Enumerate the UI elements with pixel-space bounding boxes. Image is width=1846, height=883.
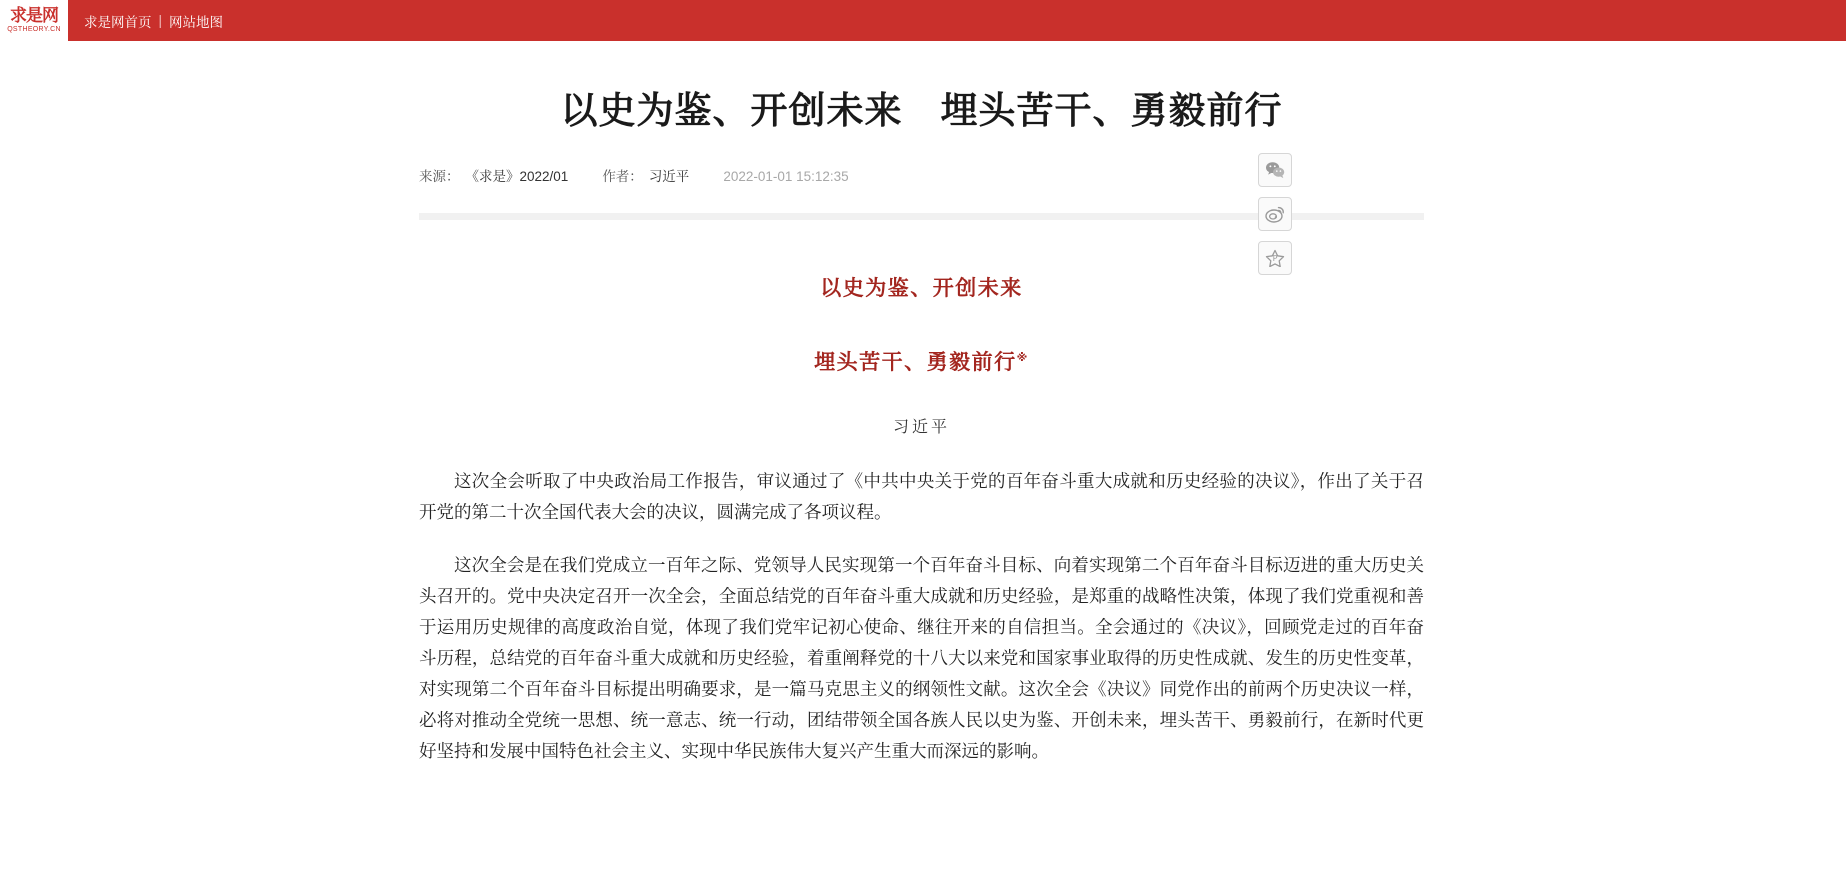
- logo-text-cn: 求是网: [10, 6, 58, 25]
- author-label: 作者：: [602, 169, 643, 184]
- top-navigation: [84, 11, 223, 31]
- page-title: 以史为鉴、开创未来 埋头苦干、勇毅前行: [560, 89, 1283, 132]
- article-subtitle-line-2: [419, 346, 1424, 376]
- page-body: [0, 41, 1846, 883]
- article-byline: 习近平: [892, 417, 950, 436]
- site-header: [0, 0, 1846, 41]
- share-toolbar: [1258, 153, 1292, 275]
- article-subtitle-line-1: 以史为鉴、开创未来: [820, 277, 1023, 300]
- author-value: 习近平: [648, 169, 690, 184]
- share-qzone-button[interactable]: [1258, 241, 1292, 275]
- article-subtitle-line-2-text: 埋头苦干、勇毅前行: [814, 351, 1017, 374]
- logo-text-en: QSTHEORY.CN: [7, 26, 61, 33]
- qzone-icon: [1265, 249, 1285, 267]
- nav-item-home[interactable]: 求是网首页: [84, 14, 152, 30]
- nav-item-sitemap[interactable]: 网站地图: [169, 14, 224, 30]
- site-logo[interactable]: [0, 0, 68, 41]
- footnote-mark: ※: [1016, 352, 1029, 364]
- article-paragraph: 这次全会听取了中央政治局工作报告，审议通过了《中共中央关于党的百年奋斗重大成就和历史经验的决议》，作出了关于召开党的第二十次全国代表大会的决议，圆满完成了各项议程。: [419, 472, 1424, 523]
- nav-separator: |: [158, 13, 163, 28]
- publish-timestamp: 2022-01-01 15:12:35: [723, 169, 849, 184]
- weibo-icon: [1265, 205, 1285, 223]
- svg-text:P: P: [1272, 254, 1278, 263]
- wechat-icon: [1265, 161, 1285, 179]
- share-weibo-button[interactable]: [1258, 197, 1292, 231]
- source-value: 《求是》2022/01: [465, 169, 569, 184]
- article-paragraph: 这次全会是在我们党成立一百年之际、党领导人民实现第一个百年奋斗目标、向着实现第二个百年奋斗目标迈进的重大历史关头召开的。党中央决定召开一次全会，全面总结党的百年奋斗重大成就和历史经验，是郑重的战略性决策，体现了我们党重视和善于运用历史规律的高度政治自觉，体现了我们党牢记初心使命、继往开来的自信担当。全会通过的《决议》，回顾党走过的百年奋斗历程，总结党的百年奋斗重大成就和历史经验，着重阐释党的十八大以来党和国家事业取得的历史性成就、发生的历史性变革，对实现第二个百年奋斗目标提出明确要求，是一篇马克思主义的纲领性文献。这次全会《决议》同党作出的前两个历史决议一样，必将对推动全党统一思想、统一意志、统一行动，团结带领全国各族人民以史为鉴、开创未来，埋头苦干、勇毅前行，在新时代更好坚持和发展中国特色社会主义、实现中华民族伟大复兴产生重大而深远的影响。: [419, 556, 1424, 762]
- share-wechat-button[interactable]: [1258, 153, 1292, 187]
- source-label: 来源：: [419, 169, 460, 184]
